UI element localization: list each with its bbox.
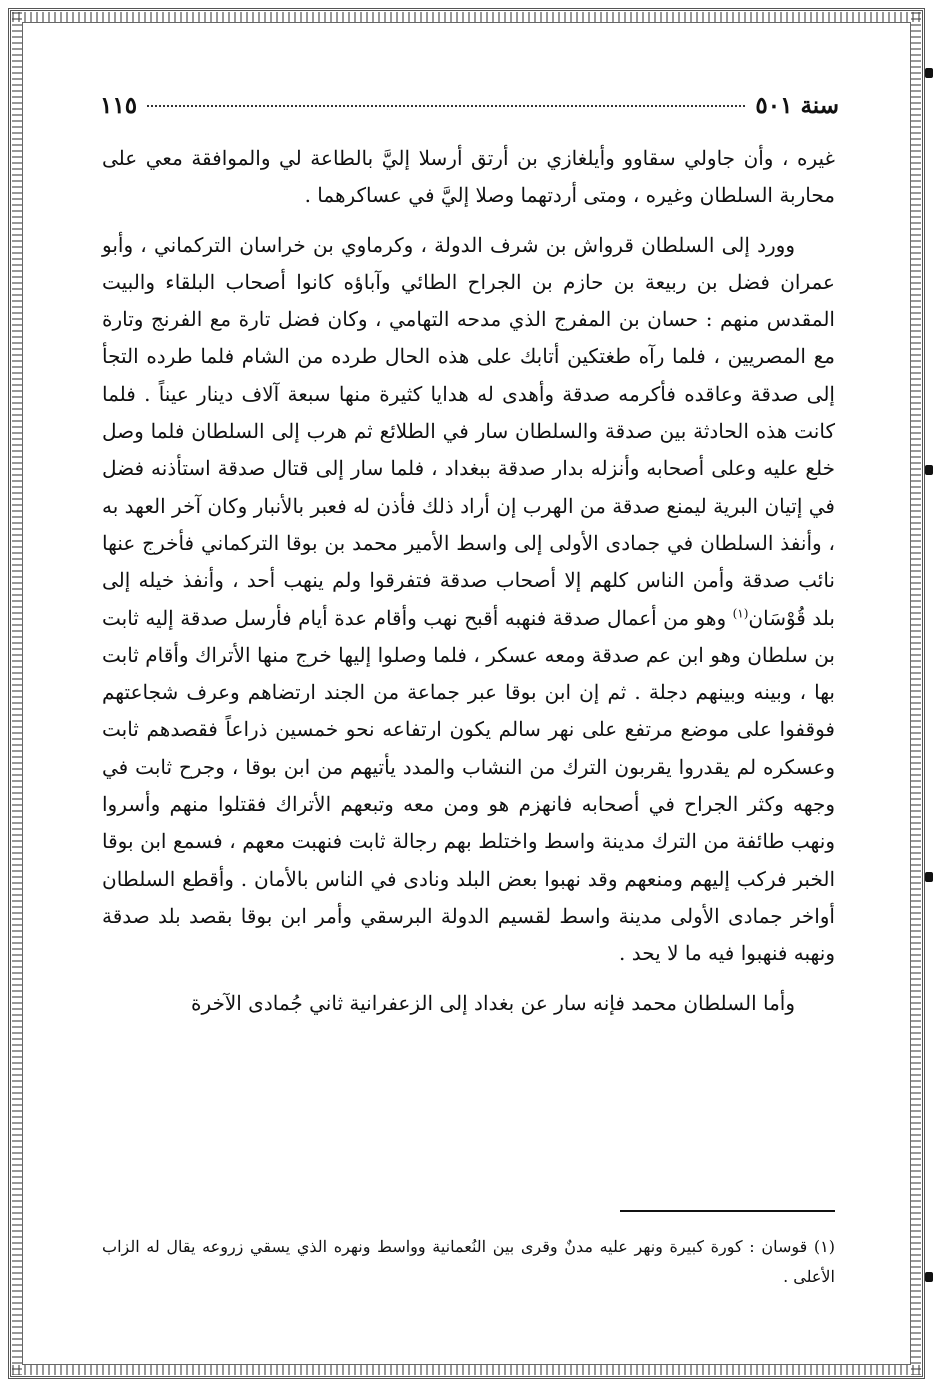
border-ornament-right bbox=[911, 12, 921, 1375]
border-ornament-left bbox=[12, 12, 22, 1375]
page-number: ١١٥ bbox=[100, 92, 138, 119]
margin-mark bbox=[925, 1272, 933, 1282]
border-ornament-bottom bbox=[12, 1365, 921, 1375]
margin-mark bbox=[925, 872, 933, 882]
paragraph bbox=[102, 227, 835, 973]
paragraph: وأما السلطان محمد فإنه سار عن بغداد إلى الزعفرانية ثاني جُمادى الآخرة bbox=[190, 990, 795, 1015]
year-label: سنة ٥٠١ bbox=[755, 92, 839, 119]
paragraph-text: وورد إلى السلطان قرواش بن شرف الدولة ، وكرماوي بن خراسان التركماني ، وأبو عمران فضل بن ربيعة بن حازم بن الجراح الطائي وآباؤه كانوا أصحاب البلقاء والبيت المقدس منهم : حسان بن المفرج الذي مدحه التهامي ، وكان فضل تارة مع الفرنج وتارة مع المصريين ، فلما رآه طغتكين أتابك على هذه الحال طرده من الشام فلما طرده التجأ إلى صدقة وعاقده فأكرمه صدقة وأهدى له هدايا كثيرة منها سبعة آلاف دينار عيناً . فلما كانت هذه الحادثة بين صدقة والسلطان سار في الطلائع ثم هرب إلى السلطان فلما وصل خلع عليه وعلى أصحابه وأنزله بدار صدقة ببغداد ، فلما سار إلى قتال صدقة استأذنه فضل في إتيان البرية ليمنع صدقة من الهرب إن أراد ذلك فأذن له فعبر بالأنبار وكان آخر العهد به ، وأنفذ السلطان في جمادى الأولى إلى واسط الأمير محمد بن بوقا التركماني فأخرج عنها نائب صدقة وأمن الناس كلهم إلا أصحاب صدقة فتفرقوا ولم ينهب أحد ، وأنفذ خيله إلى بلد قُوْسَان bbox=[102, 232, 836, 630]
margin-mark bbox=[925, 465, 933, 475]
footnote-reference: (١) bbox=[732, 605, 749, 620]
running-header bbox=[100, 92, 839, 124]
paragraph-text: وهو من أعمال صدقة فنهبه أقبح نهب وأقام عدة أيام فأرسل صدقة إليه ثابت بن سلطان وهو ابن عم صدقة ومعه عسكر ، فلما وصلوا إليها خرج منها الأتراك وأقام ثابت بها ، وبينه وبينهم دجلة . ثم إن ابن بوقا عبر جماعة من الجند ارتضاهم وعرف شجاعتهم فوقفوا على موضع مرتفع على نهر سالم يكون ارتفاعه نحو خمسين ذراعاً فقصدهم ثابت وعسكره لم يقدروا يقربون الترك من النشاب والمدد يأتيهم من ابن بوقا ، وجرح ثابت في وجهه وكثر الجراح في أصحابه فانهزم هو ومن معه وتبعهم الأتراك فقتلوا منهم وأسروا ونهب طائفة من الترك مدينة واسط واختلط بهم رجالة ثابت فنهبت معهم ، فسمع ابن بوقا الخبر فركب إليهم ومنعهم وقد نهبوا بعض البلد ونادى في الناس بالأمان . وأقطع السلطان أواخر جمادى الأولى مدينة واسط لقسيم الدولة البرسقي وأمر ابن بوقا بقصد بلد صدقة ونهبه فنهبوا فيه ما لا يحد . bbox=[102, 605, 835, 966]
border-ornament-top bbox=[12, 12, 921, 22]
paragraph: غيره ، وأن جاولي سقاوو وأيلغازي بن أرتق أرسلا إليَّ بالطاعة لي والموافقة معي على محاربة السلطان وغيره ، ومتى أردتهما وصلا إليَّ في عساكرهما . bbox=[102, 146, 835, 208]
footnote: (١) قوسان : كورة كبيرة ونهر عليه مدنٌ وقرى بين النُعمانية وواسط ونهره الذي يسقي زروعه يقال له الزاب الأعلى . bbox=[102, 1237, 836, 1286]
dotted-leader bbox=[147, 105, 745, 107]
main-text bbox=[102, 140, 835, 1022]
footnote-separator bbox=[620, 1210, 835, 1212]
margin-mark bbox=[925, 68, 933, 78]
